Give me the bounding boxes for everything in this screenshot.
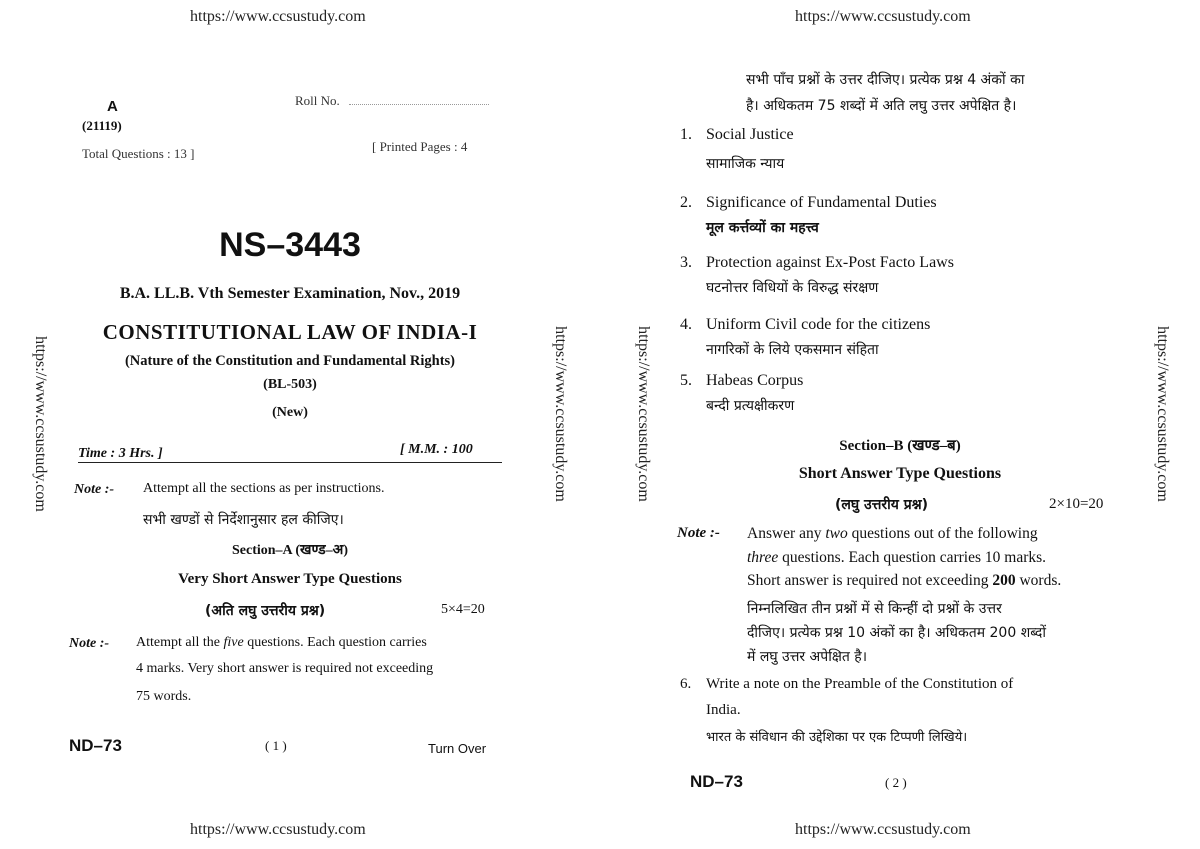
question-6-number: 6. <box>680 676 692 692</box>
note-b-line-1-post: questions out of the following <box>847 525 1038 542</box>
paper-serial-code: (21119) <box>82 118 122 133</box>
question-item <box>680 254 1120 316</box>
watermark-url-vertical-3: https://www.ccsustudy.com <box>635 326 652 502</box>
question-text: Protection against Ex-Post Facto Laws <box>706 254 954 271</box>
section-a-type: Very Short Answer Type Questions <box>178 571 402 587</box>
question-6-hindi: भारत के संविधान की उद्देशिका पर एक टिप्पणी लिखिये। <box>706 730 968 745</box>
question-text: Significance of Fundamental Duties <box>706 194 937 211</box>
max-marks: [ M.M. : 100 <box>400 442 473 457</box>
question-item <box>680 194 1120 254</box>
note-2-line-1-pre: Attempt all the <box>136 635 224 650</box>
watermark-url-vertical-1: https://www.ccsustudy.com <box>32 336 49 512</box>
note-2-line-1-post: questions. Each question carries <box>243 635 427 650</box>
question-number: 3. <box>680 254 692 271</box>
question-item <box>680 372 1120 428</box>
question-hindi: नागरिकों के लिये एकसमान संहिता <box>706 342 879 358</box>
question-6-line-2: India. <box>706 702 741 718</box>
watermark-url-bottom-left: https://www.ccsustudy.com <box>190 821 366 838</box>
footer-code-page-1: ND–73 <box>69 736 122 755</box>
question-number: 2. <box>680 194 692 211</box>
note-b-line-1-pre: Answer any <box>747 525 826 542</box>
new-label: (New) <box>272 405 308 420</box>
note-b-line-3-post: words. <box>1015 572 1062 589</box>
course-code: (BL-503) <box>263 377 317 392</box>
watermark-url-top-left: https://www.ccsustudy.com <box>190 8 366 25</box>
question-hindi: बन्दी प्रत्यक्षीकरण <box>706 398 795 414</box>
set-letter: A <box>107 98 118 115</box>
roll-no-text: Roll No. <box>295 93 340 108</box>
note-b-label: Note :- <box>677 525 720 541</box>
watermark-url-vertical-2: https://www.ccsustudy.com <box>552 326 569 502</box>
question-hindi: सामाजिक न्याय <box>706 156 785 172</box>
footer-page-number-2: ( 2 ) <box>885 775 907 790</box>
header-rule <box>78 462 502 463</box>
note-b-line-3-bold: 200 <box>992 572 1016 589</box>
note-b-line-1-em: two <box>825 525 848 542</box>
note-b-line-1 <box>747 525 1038 543</box>
total-questions: Total Questions : 13 ] <box>82 146 195 161</box>
paper-code: NS–3443 <box>219 226 361 264</box>
footer-turn-over: Turn Over <box>428 741 487 756</box>
printed-pages: [ Printed Pages : 4 <box>372 139 468 154</box>
note-2-line-2: 4 marks. Very short answer is required not exceeding <box>136 661 434 676</box>
note-2-line-1 <box>136 635 427 651</box>
intro-hindi-line-1: सभी पाँच प्रश्नों के उत्तर दीजिए। प्रत्येक प्रश्न 4 अंकों का <box>746 72 1025 88</box>
section-a-hindi: (अति लघु उत्तरीय प्रश्न) <box>205 603 326 619</box>
question-6-line-1: Write a note on the Preamble of the Constitution of <box>706 676 1014 692</box>
question-item <box>680 126 1120 194</box>
watermark-url-vertical-4: https://www.ccsustudy.com <box>1154 326 1171 502</box>
intro-hindi-line-2: है। अधिकतम 75 शब्दों में अति लघु उत्तर अपेक्षित है। <box>746 98 1017 114</box>
question-text: Habeas Corpus <box>706 372 804 389</box>
subject-title: CONSTITUTIONAL LAW OF INDIA-I <box>102 320 478 344</box>
question-number: 4. <box>680 316 692 333</box>
section-a-title: Section–A (खण्ड–अ) <box>231 543 348 558</box>
note-b-line-3 <box>747 572 1061 590</box>
question-text: Uniform Civil code for the citizens <box>706 316 931 333</box>
section-b-title: Section–B (खण्ड–ब) <box>839 438 961 454</box>
note-2-line-3: 75 words. <box>136 689 192 704</box>
note-b-line-2 <box>747 549 1046 567</box>
note-b-line-2-em: three <box>747 549 779 566</box>
note-b-line-2-post: questions. Each question carries 10 marks. <box>778 549 1047 566</box>
question-number: 5. <box>680 372 692 389</box>
question-number: 1. <box>680 126 692 143</box>
note-1-hindi: सभी खण्डों से निर्देशानुसार हल कीजिए। <box>143 512 344 528</box>
question-list <box>680 126 1120 428</box>
note-b-hindi-line-2: दीजिए। प्रत्येक प्रश्न 10 अंकों का है। अधिकतम 200 शब्दों <box>747 625 1046 641</box>
roll-no-field <box>349 104 489 105</box>
question-hindi: घटनोत्तर विधियों के विरुद्ध संरक्षण <box>706 280 879 296</box>
time-label: Time : 3 Hrs. ] <box>78 446 163 461</box>
exam-title: B.A. LL.B. Vth Semester Examination, Nov., 2019 <box>119 285 461 302</box>
footer-code-page-2: ND–73 <box>690 772 743 791</box>
note-b-hindi-line-1: निम्नलिखित तीन प्रश्नों में से किन्हीं दो प्रश्नों के उत्तर <box>747 601 1002 617</box>
note-b-line-3-pre: Short answer is required not exceeding <box>747 572 993 589</box>
footer-page-number-1: ( 1 ) <box>265 738 287 753</box>
subject-subtitle: (Nature of the Constitution and Fundamental Rights) <box>124 353 456 369</box>
watermark-url-top-right: https://www.ccsustudy.com <box>795 8 971 25</box>
question-hindi: मूल कर्त्तव्यों का महत्त्व <box>706 220 819 236</box>
question-text: Social Justice <box>706 126 794 143</box>
question-6 <box>680 676 1013 693</box>
note-b-hindi-line-3: में लघु उत्तर अपेक्षित है। <box>747 649 868 665</box>
section-a-marks: 5×4=20 <box>441 602 485 617</box>
watermark-url-bottom-right: https://www.ccsustudy.com <box>795 821 971 838</box>
roll-no-label <box>295 93 489 109</box>
note-1-text: Attempt all the sections as per instructions. <box>143 481 385 496</box>
note-2-line-1-em: five <box>223 635 244 650</box>
note-1-label: Note :- <box>74 482 115 497</box>
section-b-type: Short Answer Type Questions <box>798 465 1002 482</box>
section-b-marks: 2×10=20 <box>1049 496 1104 512</box>
question-item <box>680 316 1120 372</box>
note-2-label: Note :- <box>69 636 110 651</box>
section-b-hindi: (लघु उत्तरीय प्रश्न) <box>835 497 928 513</box>
